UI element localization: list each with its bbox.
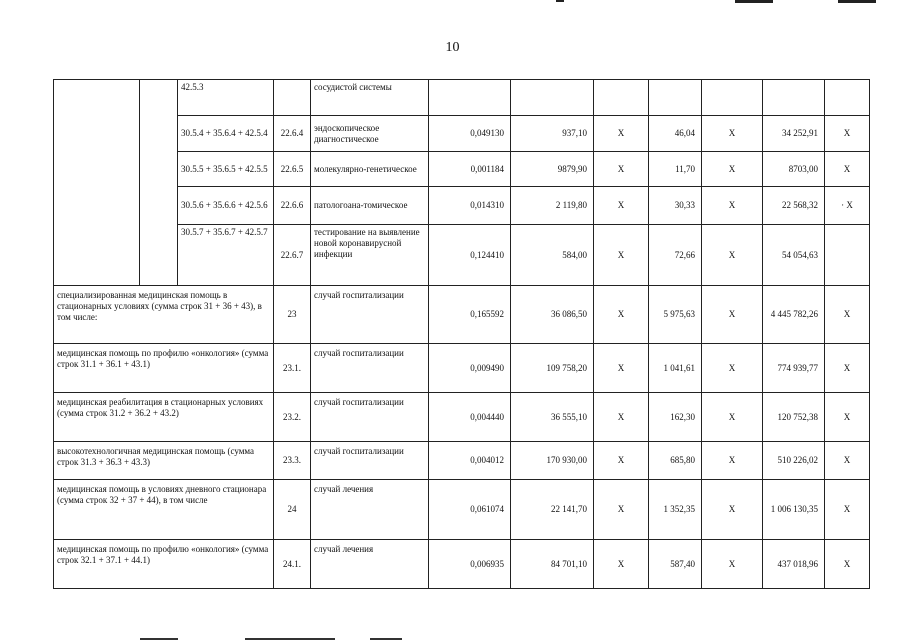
x-cell: Х [825,152,870,187]
cost-cell: 584,00 [511,225,594,286]
empty-cell [140,80,178,286]
cost-cell: 170 930,00 [511,442,594,480]
x-cell [825,80,870,116]
row-name-cell: медицинская реабилитация в стационарных условиях (сумма строк 31.2 + 36.2 + 43.2) [54,393,274,442]
x-cell: Х [702,344,763,393]
table-row [54,480,870,540]
x-cell [702,80,763,116]
row-number-cell: 23.2. [274,393,311,442]
cost-cell: 109 758,20 [511,344,594,393]
cost-cell: 84 701,10 [511,540,594,589]
x-cell: Х [702,540,763,589]
table-row [54,442,870,480]
row-name-cell: медицинская помощь по профилю «онкология» (сумма строк 32.1 + 37.1 + 44.1) [54,540,274,589]
value-cell [763,80,825,116]
value-cell: 46,04 [649,116,702,152]
norm-cell: 0,165592 [429,286,511,344]
value-cell: 5 975,63 [649,286,702,344]
row-number-cell: 23.1. [274,344,311,393]
norm-cell: 0,001184 [429,152,511,187]
unit-cell: случай лечения [311,540,429,589]
row-number-cell: 24.1. [274,540,311,589]
x-cell: Х [594,152,649,187]
x-cell: Х [825,480,870,540]
table-row [54,540,870,589]
x-cell: Х [825,442,870,480]
x-cell: Х [702,187,763,225]
codes-cell: 30.5.4 + 35.6.4 + 42.5.4 [178,116,274,152]
norm-cell [429,80,511,116]
norm-cell: 0,124410 [429,225,511,286]
unit-cell: случай госпитализации [311,344,429,393]
value-cell: 4 445 782,26 [763,286,825,344]
codes-cell: 30.5.6 + 35.6.6 + 42.5.6 [178,187,274,225]
x-cell: Х [702,225,763,286]
row-number-cell: 22.6.7 [274,225,311,286]
cost-cell [511,80,594,116]
x-cell: Х [702,116,763,152]
unit-cell: тестирование на выявление новой коронавирусной инфекции [311,225,429,286]
codes-cell: 30.5.7 + 35.6.7 + 42.5.7 [178,225,274,286]
value-cell [649,80,702,116]
table-row [54,286,870,344]
norm-cell: 0,061074 [429,480,511,540]
x-cell: Х [702,393,763,442]
norm-cell: 0,004012 [429,442,511,480]
row-number-cell: 22.6.6 [274,187,311,225]
x-cell: Х [594,286,649,344]
x-cell [594,80,649,116]
value-cell: 1 006 130,35 [763,480,825,540]
empty-cell [54,80,140,286]
value-cell: 1 041,61 [649,344,702,393]
row-number-cell: 23.3. [274,442,311,480]
x-cell: Х [594,187,649,225]
scan-edge-mark [735,0,773,3]
table-row [54,344,870,393]
value-cell: 437 018,96 [763,540,825,589]
scan-edge-mark [838,0,876,3]
table-row [54,393,870,442]
x-cell: Х [702,480,763,540]
x-cell: Х [594,344,649,393]
x-cell: Х [825,344,870,393]
row-number-cell: 23 [274,286,311,344]
table-row [54,80,870,116]
x-cell: Х [702,286,763,344]
row-number-cell: 22.6.4 [274,116,311,152]
value-cell: 685,80 [649,442,702,480]
x-cell: Х [594,540,649,589]
x-cell: Х [825,116,870,152]
page-number: 10 [445,40,460,55]
norm-cell: 0,004440 [429,393,511,442]
value-cell: 774 939,77 [763,344,825,393]
unit-cell: сосудистой системы [311,80,429,116]
cost-cell: 2 119,80 [511,187,594,225]
x-cell: Х [825,540,870,589]
row-number-cell: 24 [274,480,311,540]
row-name-cell: высокотехнологичная медицинская помощь (сумма строк 31.3 + 36.3 + 43.3) [54,442,274,480]
x-cell: Х [594,480,649,540]
x-cell: · Х [825,187,870,225]
unit-cell: патологоана-томическое [311,187,429,225]
unit-cell: случай госпитализации [311,393,429,442]
x-cell: Х [702,152,763,187]
x-cell: Х [825,393,870,442]
norm-cell: 0,049130 [429,116,511,152]
cost-cell: 22 141,70 [511,480,594,540]
row-name-cell: специализированная медицинская помощь в стационарных условиях (сумма строк 31 + 36 + 43), в том числе: [54,286,274,344]
value-cell: 587,40 [649,540,702,589]
norm-cell: 0,006935 [429,540,511,589]
value-cell: 11,70 [649,152,702,187]
x-cell: Х [594,116,649,152]
value-cell: 72,66 [649,225,702,286]
row-number-cell [274,80,311,116]
value-cell: 34 252,91 [763,116,825,152]
value-cell: 8703,00 [763,152,825,187]
value-cell: 162,30 [649,393,702,442]
value-cell: 1 352,35 [649,480,702,540]
scan-edge-mark [556,0,564,2]
value-cell: 30,33 [649,187,702,225]
cost-cell: 36 555,10 [511,393,594,442]
unit-cell: случай госпитализации [311,442,429,480]
norm-cell: 0,014310 [429,187,511,225]
x-cell: Х [702,442,763,480]
row-name-cell: медицинская помощь по профилю «онкология» (сумма строк 31.1 + 36.1 + 43.1) [54,344,274,393]
unit-cell: эндоскопическое диагностическое [311,116,429,152]
cost-cell: 36 086,50 [511,286,594,344]
x-cell: Х [825,286,870,344]
unit-cell: случай госпитализации [311,286,429,344]
value-cell: 22 568,32 [763,187,825,225]
row-number-cell: 22.6.5 [274,152,311,187]
x-cell: Х [594,442,649,480]
norms-table [53,79,870,589]
codes-cell: 42.5.3 [178,80,274,116]
x-cell: Х [594,225,649,286]
value-cell: 54 054,63 [763,225,825,286]
cost-cell: 9879,90 [511,152,594,187]
x-cell [825,225,870,286]
value-cell: 120 752,38 [763,393,825,442]
norm-cell: 0,009490 [429,344,511,393]
unit-cell: случай лечения [311,480,429,540]
codes-cell: 30.5.5 + 35.6.5 + 42.5.5 [178,152,274,187]
x-cell: Х [594,393,649,442]
row-name-cell: медицинская помощь в условиях дневного стационара (сумма строк 32 + 37 + 44), в том числе [54,480,274,540]
value-cell: 510 226,02 [763,442,825,480]
cost-cell: 937,10 [511,116,594,152]
unit-cell: молекулярно-генетическое [311,152,429,187]
